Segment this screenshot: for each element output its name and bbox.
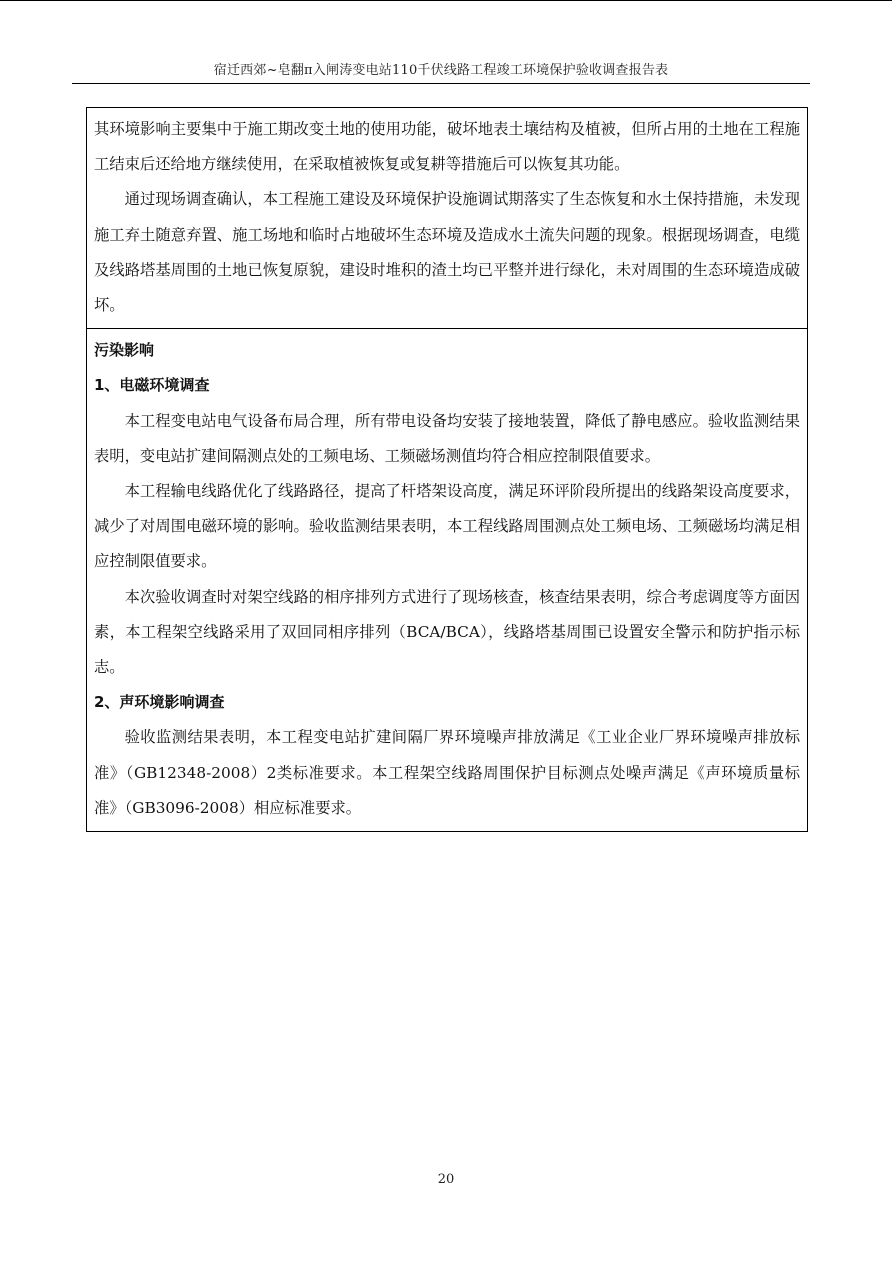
ecology-paragraph: 通过现场调查确认，本工程施工建设及环境保护设施调试期落实了生态恢复和水土保持措施，未发现施工弃土随意弃置、施工场地和临时占地破坏生态环境及造成水土流失问题的现象。根据现场调查，电缆及线路塔基周围的土地已恢复原貌，建设时堆积的渣土均已平整并进行绿化，未对周围的生态环境造成破坏。	[94, 190, 800, 315]
noise-paragraph: 验收监测结果表明，本工程变电站扩建间隔厂界环境噪声排放满足《工业企业厂界环境噪声排放标准》（GB12348-2008）2类标准要求。本工程架空线路周围保护目标测点处噪声满足《声环境质量标准》（GB3096-2008）相应标准要求。	[94, 728, 800, 817]
ecology-paragraph: 其环境影响主要集中于施工期改变土地的使用功能，破坏地表土壤结构及植被，但所占用的土地在工程施工结束后还给地方继续使用，在采取植被恢复或复耕等措施后可以恢复其功能。	[94, 120, 800, 174]
page-number: 20	[437, 1172, 455, 1187]
ecology-cell	[87, 108, 807, 328]
pollution-cell	[87, 328, 807, 831]
em-paragraph: 本工程输电线路优化了线路路径，提高了杆塔架设高度，满足环评阶段所提出的线路架设高度要求，减少了对周围电磁环境的影响。验收监测结果表明，本工程线路周围测点处工频电场、工频磁场均满足相应控制限值要求。	[94, 482, 800, 571]
header-rule	[72, 83, 810, 84]
em-paragraph: 本工程变电站电气设备布局合理，所有带电设备均安装了接地装置，降低了静电感应。验收监测结果表明，变电站扩建间隔测点处的工频电场、工频磁场测值均符合相应控制限值要求。	[94, 411, 800, 465]
em-paragraph: 本次验收调查时对架空线路的相序排列方式进行了现场核查，核查结果表明，综合考虑调度等方面因素，本工程架空线路采用了双回同相序排列（BCA/BCA），线路塔基周围已设置安全警示和防护指示标志。	[94, 587, 800, 677]
report-header-title: 宿迁西郊~皂翻π入闸涛变电站110千伏线路工程竣工环境保护验收调查报告表	[213, 63, 669, 78]
report-table	[86, 107, 808, 832]
pollution-section-title: 污染影响	[94, 341, 155, 360]
em-section-heading: 1、电磁环境调查	[94, 376, 210, 395]
page-top-border	[0, 0, 892, 1]
noise-section-heading: 2、声环境影响调查	[94, 693, 225, 712]
